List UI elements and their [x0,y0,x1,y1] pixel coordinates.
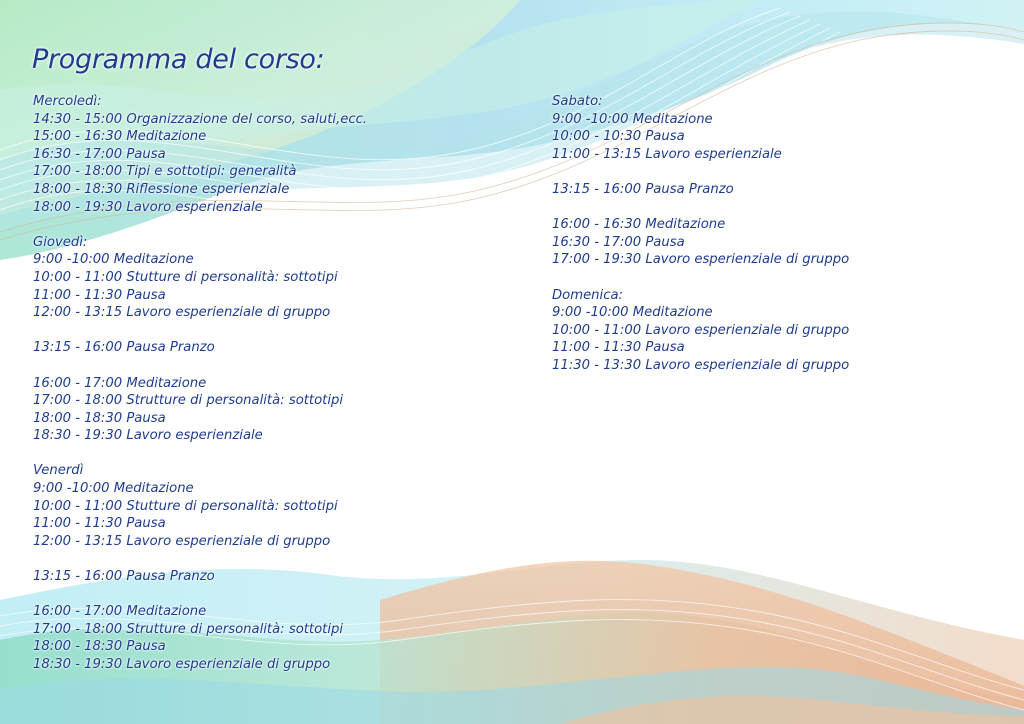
schedule-entry: 13:15 - 16:00 Pausa Pranzo [33,340,215,356]
schedule-entry: 9:00 -10:00 Meditazione [552,111,713,127]
group-spacer [33,322,367,340]
schedule-entry: 17:00 - 19:30 Lavoro esperienziale di gruppo [552,252,850,268]
schedule-entry: 18:30 - 19:30 Lavoro esperienziale [33,428,263,444]
schedule-entry: 12:00 - 13:15 Lavoro esperienziale di gruppo [33,305,331,321]
schedule-entry: 9:00 -10:00 Meditazione [33,481,194,497]
group-spacer [33,586,367,604]
day-block-giovedi [33,234,367,445]
day-block-domenica [552,287,849,375]
schedule-entry: 9:00 -10:00 Meditazione [552,305,713,321]
schedule-column-left [33,93,367,691]
group-spacer [552,199,849,217]
day-block-sabato [552,93,849,269]
schedule-entry: 16:00 - 16:30 Meditazione [552,217,726,233]
schedule-entry: 18:00 - 18:30 Pausa [33,639,166,655]
schedule-entry: 13:15 - 16:00 Pausa Pranzo [552,181,734,197]
day-label: Mercoledì: [33,94,102,109]
group-spacer [33,357,367,375]
schedule-entry: 11:00 - 11:30 Pausa [552,340,685,356]
schedule-entry: 17:00 - 18:00 Strutture di personalità: sottotipi [33,393,344,409]
schedule-entry: 11:00 - 13:15 Lavoro esperienziale [552,146,782,162]
schedule-entry: 18:00 - 18:30 Riflessione esperienziale [33,181,290,197]
schedule-entry: 9:00 -10:00 Meditazione [33,252,194,268]
schedule-entry: 10:00 - 11:00 Lavoro esperienziale di gruppo [552,322,850,338]
schedule-entry: 17:00 - 18:00 Strutture di personalità: sottotipi [33,621,344,637]
schedule-entry: 17:00 - 18:00 Tipi e sottotipi: generalità [33,164,297,180]
schedule-entry: 11:00 - 11:30 Pausa [33,516,166,532]
schedule-entry: 16:30 - 17:00 Pausa [33,146,166,162]
schedule-column-right [552,93,849,392]
schedule-entry: 18:30 - 19:30 Lavoro esperienziale di gruppo [33,657,331,672]
page-title: Programma del corso: [32,44,325,75]
schedule-entry: 13:15 - 16:00 Pausa Pranzo [33,569,215,585]
schedule-entry: 16:00 - 17:00 Meditazione [33,604,207,620]
schedule-entry: 11:00 - 11:30 Pausa [33,287,166,303]
schedule-entry: 18:00 - 18:30 Pausa [33,410,166,426]
schedule-entry: 11:30 - 13:30 Lavoro esperienziale di gruppo [552,357,850,373]
schedule-entry: 16:00 - 17:00 Meditazione [33,375,207,391]
day-block-mercoledi [33,93,367,216]
group-spacer [552,163,849,181]
day-block-venerdi [33,462,367,673]
schedule-entry: 12:00 - 13:15 Lavoro esperienziale di gruppo [33,533,331,549]
schedule-entry: 18:00 - 19:30 Lavoro esperienziale [33,199,263,215]
schedule-entry: 15:00 - 16:30 Meditazione [33,129,207,145]
schedule-entry: 10:00 - 11:00 Stutture di personalità: sottotipi [33,498,338,514]
group-spacer [33,550,367,568]
day-label: Giovedì: [33,234,88,250]
schedule-entry: 10:00 - 10:30 Pausa [552,129,685,145]
day-label: Domenica: [552,287,623,303]
schedule-entry: 10:00 - 11:00 Stutture di personalità: sottotipi [33,269,338,285]
day-label: Sabato: [552,94,603,109]
schedule-entry: 14:30 - 15:00 Organizzazione del corso, saluti,ecc. [33,111,368,127]
day-label: Venerdì [33,463,84,479]
schedule-entry: 16:30 - 17:00 Pausa [552,234,685,250]
